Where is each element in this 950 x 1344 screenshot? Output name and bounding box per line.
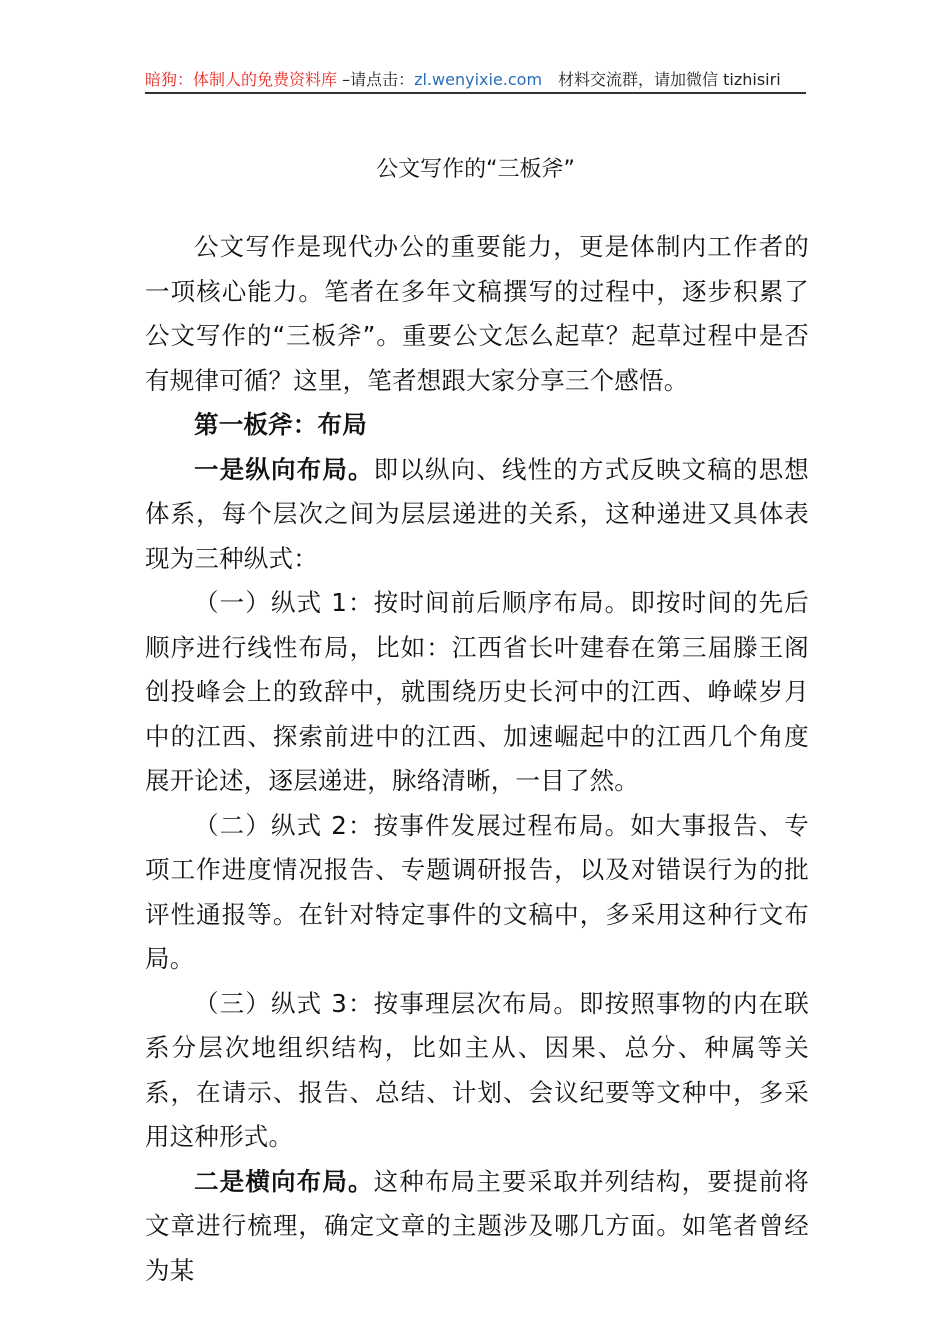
document-title: 公文写作的“三板斧” (376, 157, 575, 182)
point-two-lead: 二是横向布局。 (194, 1166, 374, 1196)
intro-paragraph: 公文写作是现代办公的重要能力，更是体制内工作者的一项核心能力。笔者在多年文稿撰写的过程中，逐步积累了公文写作的“三板斧”。重要公文怎么起草？起草过程中是否有规律可循？这里，笔者想跟大家分享三个感悟。 (145, 232, 809, 395)
point-two-paragraph (145, 1160, 809, 1294)
site-brand-text: 暗狗：体制人的免费资料库 (145, 70, 338, 89)
point-two-text: 这种布局主要采取并列结构，要提前将文章进行梳理，确定文章的主题涉及哪几方面。如笔者曾经为某 (145, 1166, 809, 1285)
contact-text: 材料交流群，请加微信 tizhisiri (558, 70, 781, 89)
sub-point-three-paragraph: （三）纵式 3：按事理层次布局。即按照事物的内在联系分层次地组织结构，比如主从、因果、总分、种属等关系，在请示、报告、总结、计划、会议纪要等文种中，多采用这种形式。 (145, 988, 809, 1151)
site-link[interactable]: zl.wenyixie.com (414, 70, 543, 89)
sub-point-two-paragraph: （二）纵式 2：按事件发展过程布局。如大事报告、专项工作进度情况报告、专题调研报告，以及对错误行为的批评性通报等。在针对特定事件的文稿中，多采用这种行文布局。 (145, 810, 809, 973)
click-prompt-text: –请点击： (337, 70, 415, 89)
point-one-lead: 一是纵向布局。 (194, 454, 374, 484)
sub-point-one-paragraph: （一）纵式 1：按时间前后顺序布局。即按时间的先后顺序进行线性布局，比如：江西省长叶建春在第三届滕王阁创投峰会上的致辞中，就围绕历史长河中的江西、峥嵘岁月中的江西、探索前进中的江西、加速崛起中的江西几个角度展开论述，逐层递进，脉络清晰，一目了然。 (145, 588, 809, 795)
section-heading: 第一板斧：布局 (194, 410, 367, 439)
point-one-paragraph (145, 448, 809, 582)
point-one-text: 即以纵向、线性的方式反映文稿的思想体系，每个层次之间为层层递进的关系，这种递进又具体表现为三种纵式： (145, 454, 809, 573)
page-header-banner (145, 68, 806, 94)
document-body (145, 225, 809, 1293)
